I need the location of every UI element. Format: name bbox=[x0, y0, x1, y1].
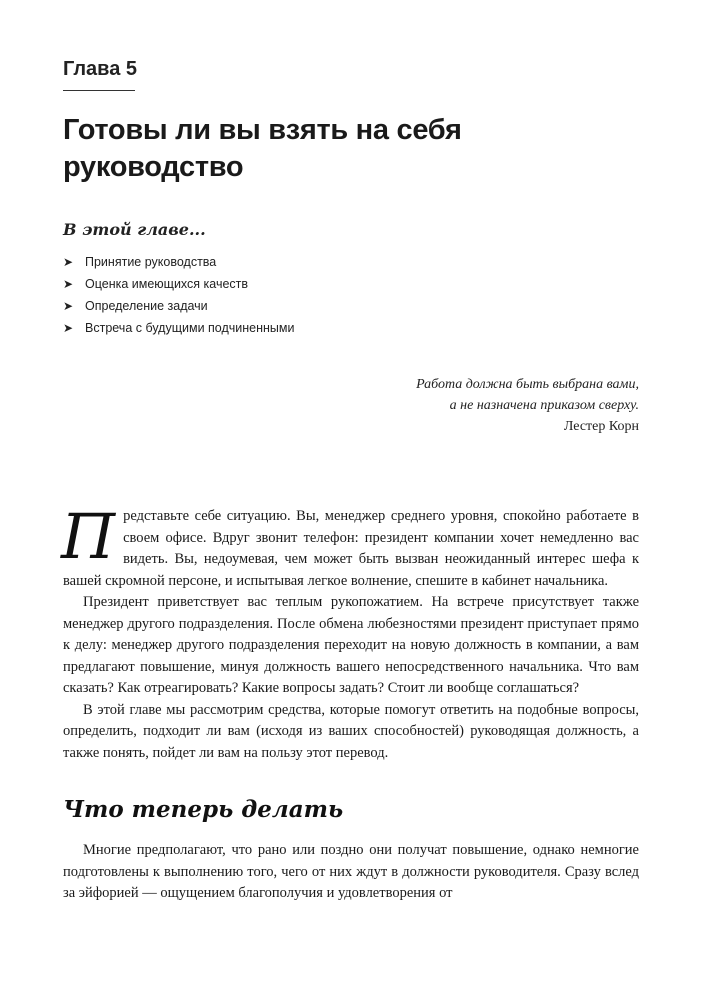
paragraph: Президент приветствует вас теплым рукопожатием. На встрече присутствует также менеджер другого подразделения. После обмена любезностями президент приступает прямо к делу: менеджер другого подразделения переходит на новую должность в компании, а вам предлагают повышение, минуя должность вашего непосредственного начальника. Что вам сказать? Как отреагировать? Какие вопросы задать? Стоит ли вообще соглашаться? bbox=[63, 594, 639, 696]
paragraph: В этой главе мы рассмотрим средства, которые помогут ответить на подобные вопросы, определить, подходит ли вам (исходя из ваших способностей) руководящая должность, а также понять, пойдет ли вам на пользу этот перевод. bbox=[63, 701, 639, 761]
epigraph-author: Лестер Корн bbox=[563, 419, 639, 434]
chevron-right-icon: ➤ bbox=[63, 277, 74, 291]
list-item bbox=[63, 273, 295, 295]
intro-heading: В этой главе... bbox=[63, 220, 206, 239]
paragraph-text: редставьте себе ситуацию. Вы, менеджер среднего уровня, спокойно работаете в своем офисе. Вдруг звонит телефон: президент компании хочет немедленно вас видеть. Вы, недоумевая, чем может быть вызван неожиданный интерес шефа к вашей скромной персоне, и испытывая легкое волнение, спешите в кабинет начальника. bbox=[63, 508, 639, 589]
chevron-right-icon: ➤ bbox=[63, 299, 74, 313]
epigraph-quote-line-1: Работа должна быть выбрана вами, bbox=[416, 377, 639, 392]
paragraph: Многие предполагают, что рано или поздно они получат повышение, однако немногие подготовлены к выполнению того, чего от них ждут в должности руководителя. Сразу вслед за эйфорией — ощущением благополучия и удовлетворения от bbox=[63, 842, 639, 901]
intro-body bbox=[61, 500, 639, 764]
chevron-right-icon: ➤ bbox=[63, 255, 74, 269]
chapter-underline bbox=[63, 90, 135, 91]
chapter-label: Глава 5 bbox=[63, 58, 138, 80]
epigraph-quote-line-2: а не назначена приказом сверху. bbox=[449, 398, 639, 413]
section-body bbox=[63, 840, 639, 905]
chevron-right-icon: ➤ bbox=[63, 321, 74, 335]
list-item bbox=[63, 295, 295, 317]
drop-cap: П bbox=[61, 500, 116, 573]
list-item-label: Определение задачи bbox=[85, 299, 208, 313]
list-item bbox=[63, 317, 295, 339]
epigraph bbox=[416, 374, 639, 437]
list-item-label: Оценка имеющихся качеств bbox=[85, 277, 249, 291]
chapter-title: Готовы ли вы взять на себя руководство bbox=[63, 114, 462, 183]
paragraph bbox=[61, 500, 639, 592]
list-item bbox=[63, 251, 295, 273]
list-item-label: Встреча с будущими подчиненными bbox=[85, 321, 295, 335]
list-item-label: Принятие руководства bbox=[85, 255, 217, 269]
section-heading: Что теперь делать bbox=[63, 796, 344, 823]
chapter-topics-list bbox=[63, 251, 295, 339]
